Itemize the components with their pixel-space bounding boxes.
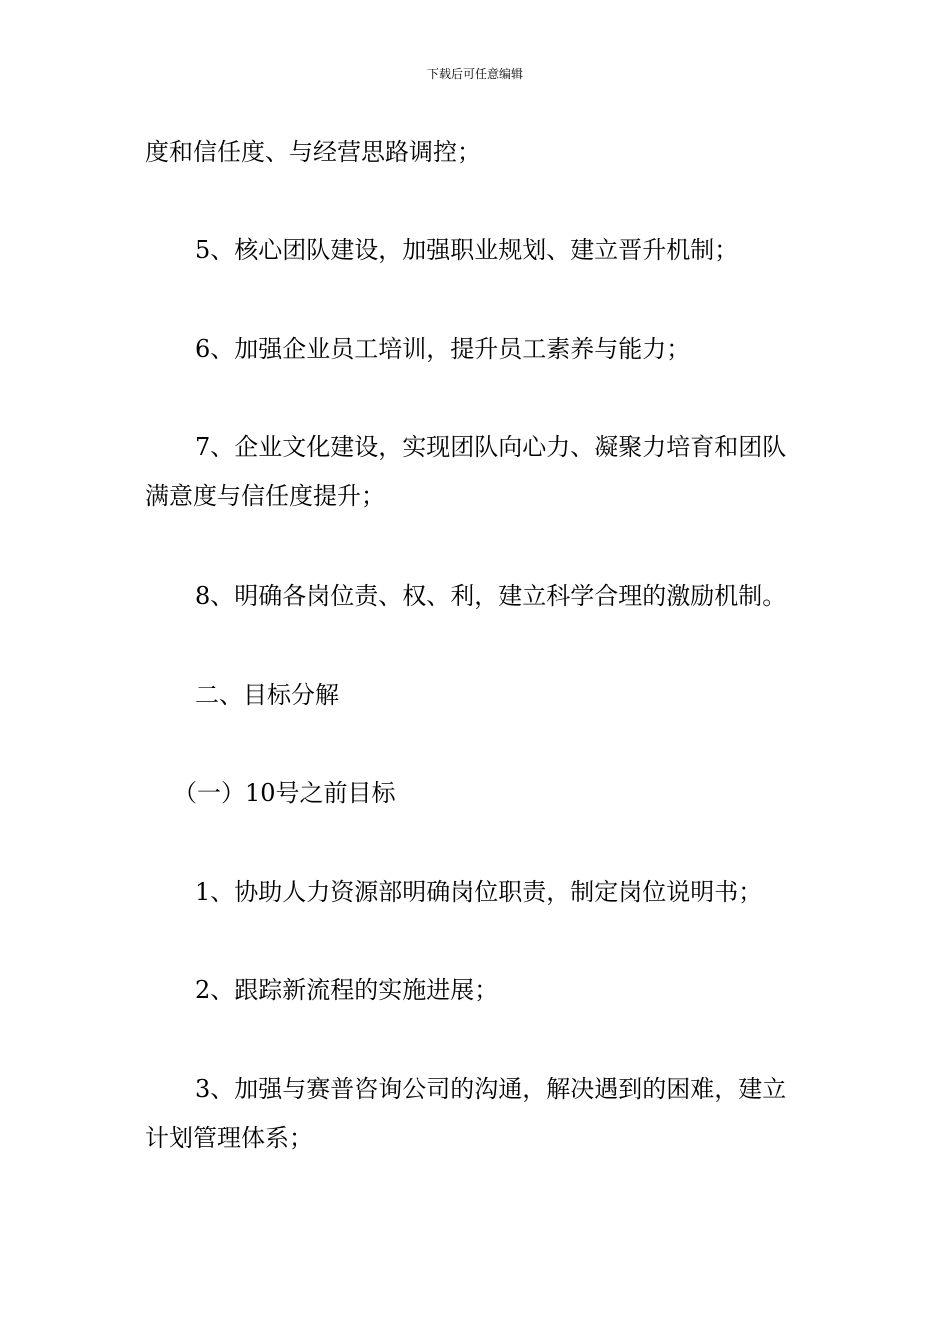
paragraph-target-2: 2、跟踪新流程的实施进展；: [195, 976, 499, 1004]
section-heading-target-breakdown: 二、目标分解: [195, 681, 339, 709]
paragraph-target-1: 1、协助人力资源部明确岗位职责，制定岗位说明书；: [195, 878, 763, 906]
paragraph-target-3: 3、加强与赛普咨询公司的沟通，解决遇到的困难，建立计划管理体系；: [145, 1075, 787, 1152]
paragraph-item-5: 5、核心团队建设，加强职业规划、建立晋升机制；: [195, 236, 739, 264]
paragraph-continuation: 度和信任度、与经营思路调控；: [145, 138, 481, 166]
paragraph-item-8: 8、明确各岗位责、权、利，建立科学合理的激励机制。: [195, 582, 787, 610]
paragraph-item-7: 7、企业文化建设，实现团队向心力、凝聚力培育和团队满意度与信任度提升；: [145, 433, 787, 510]
paragraph-item-6: 6、加强企业员工培训，提升员工素养与能力；: [195, 335, 691, 363]
subsection-heading-before-10th: （一）10号之前目标: [173, 779, 396, 807]
page-header-note: 下载后可任意编辑: [426, 67, 523, 81]
